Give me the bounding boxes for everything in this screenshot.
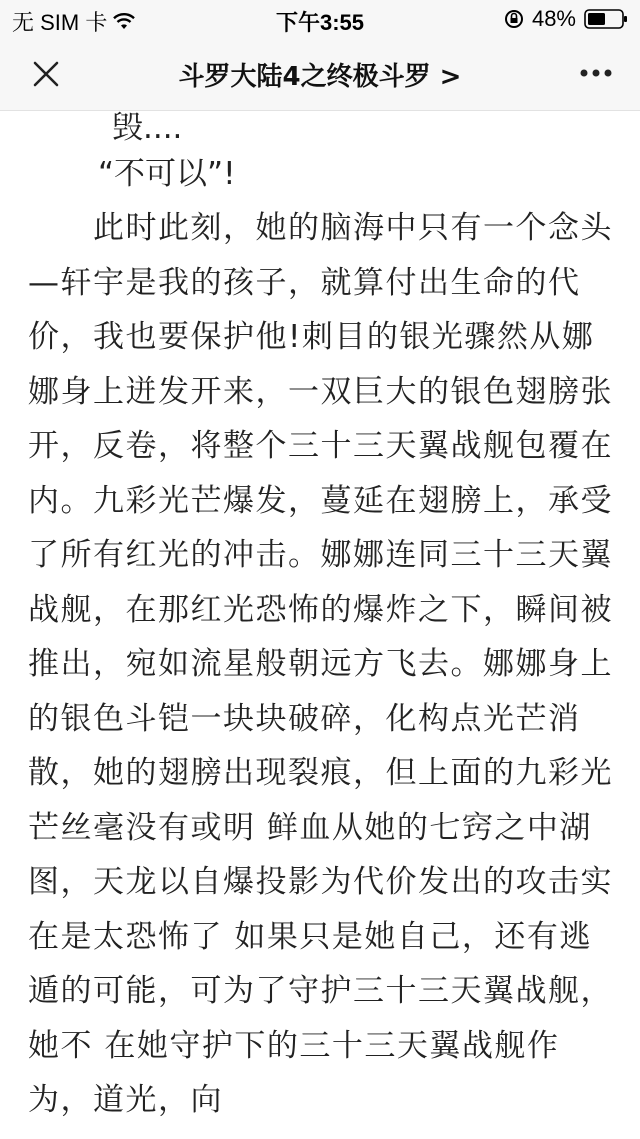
more-dots-icon [576, 58, 616, 88]
carrier-label: 无 SIM 卡 [12, 10, 108, 35]
nav-bar [0, 36, 640, 111]
status-time: 下午3:55 [275, 10, 365, 35]
status-bar [0, 0, 640, 36]
article-content[interactable] [0, 111, 640, 1139]
text-fragment: 毁.... [112, 111, 183, 146]
orientation-lock-icon [504, 9, 524, 29]
article-paragraph: 此时此刻，她的脑海中只有一个念头—轩宇是我的孩子，就算付出生命的代价，我也要保护他!刺目的银光骤然从娜娜身上迸发开来，一双巨大的银色翅膀张开，反卷，将整个三十三天翼战舰包覆在内。九彩光芒爆发，蔓延在翅膀上，承受了所有红光的冲击。娜娜连同三十三天翼战舰，在那红光恐怖的爆炸之下，瞬间被推出，宛如流星般朝远方飞去。娜娜身上的银色斗铠一块块破碎，化构点光芒消散，她的翅膀出现裂痕，但上面的九彩光芒丝毫没有或明 鲜血从她的七窍之中湖图，天龙以自爆投影为代价发出的攻击实在是太恐怖了 如果只是她自己，还有逃遁的可能，可为了守护三十三天翼战舰，她不 在她守护下的三十三天翼战舰作为，道光，向 [28, 210, 613, 1118]
battery-percent: 48% [531, 6, 576, 31]
dialogue-line: “不可以”! [98, 156, 236, 192]
battery-icon [584, 9, 628, 29]
more-button[interactable] [576, 58, 616, 88]
status-right [504, 6, 628, 32]
article-title[interactable]: 斗罗大陆4之终极斗罗 > [178, 62, 462, 92]
